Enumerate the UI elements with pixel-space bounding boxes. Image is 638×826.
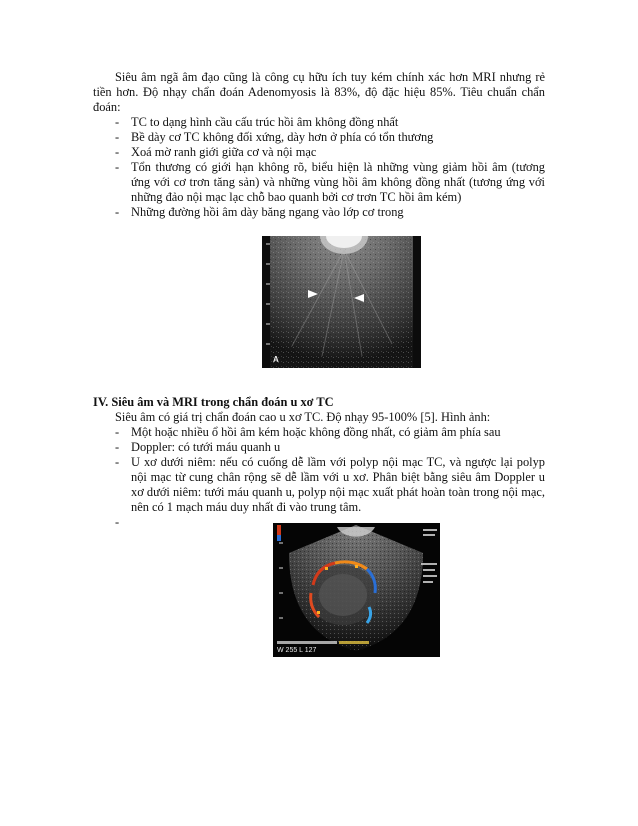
section-heading: IV. Siêu âm và MRI trong chẩn đoán u xơ TC [93, 395, 334, 409]
findings-list [93, 425, 545, 530]
list-item: - Những đường hồi âm dày băng ngang vào lớp cơ trong [93, 205, 545, 220]
ultrasound-image-adenomyosis [262, 236, 421, 368]
figure-caption: W 255 L 127 [277, 647, 317, 654]
section-fibroid [93, 395, 545, 530]
criteria-list [93, 115, 545, 220]
list-item: - Một hoặc nhiều ổ hồi âm kém hoặc không đồng nhất, có giảm âm phía sau [93, 425, 545, 440]
section-adenomyosis [93, 70, 545, 220]
list-item: - Tổn thương có giới hạn không rõ, biểu hiện là những vùng giảm hồi âm (tương ứng với cơ trơn tăng sản) và những vùng hồi âm không đồng nhất (tương ứng với những đảo nội mạc lạc chỗ bao quanh bởi cơ trơn TC hồi âm kém) [93, 160, 545, 205]
doppler-ultrasound-image [273, 523, 440, 657]
adenomyosis-intro: Siêu âm ngã âm đạo cũng là công cụ hữu ích tuy kém chính xác hơn MRI nhưng rẻ tiền hơn. Độ nhạy chẩn đoán Adenomyosis là 83%, độ đặc hiệu 85%. Tiêu chuẩn chẩn đoán: [93, 70, 545, 114]
list-item: - U xơ dưới niêm: nếu có cuống dễ lầm với polyp nội mạc TC, và ngược lại polyp nội mạc từ cung chân rộng sẽ dễ lầm với u xơ. Phân biệt bằng siêu âm Doppler u xơ dưới niêm: tưới máu quanh u, polyp nội mạc xuất phát hoàn toàn trong nội mạc, nên có 1 mạch máu duy nhất đi vào trung tâm. [93, 455, 545, 515]
list-item: - Bề dày cơ TC không đối xứng, dày hơn ở phía có tổn thương [93, 130, 545, 145]
list-item: - TC to dạng hình cầu cấu trúc hồi âm không đồng nhất [93, 115, 545, 130]
list-item: - Xoá mờ ranh giới giữa cơ và nội mạc [93, 145, 545, 160]
figure-label: A [273, 355, 279, 364]
doppler-drawing [273, 523, 440, 657]
ultrasound-drawing [262, 236, 421, 368]
fibroid-intro: Siêu âm có giá trị chẩn đoán cao u xơ TC. Độ nhạy 95-100% [5]. Hình ảnh: [115, 410, 491, 424]
list-item: - Doppler: có tưới máu quanh u [93, 440, 545, 455]
